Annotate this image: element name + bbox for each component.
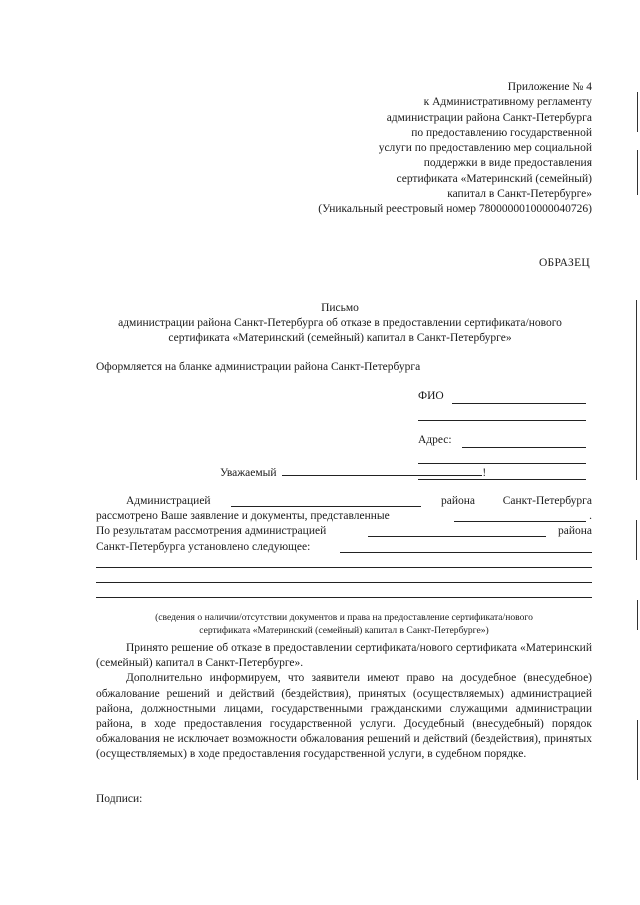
scan-edge-mark <box>637 600 638 630</box>
scan-edge-mark <box>637 92 638 132</box>
fio-label: ФИО <box>418 390 444 402</box>
annex-line: к Административному регламенту <box>423 96 592 109</box>
letter-title-block <box>90 301 590 346</box>
scan-edge-mark <box>637 150 638 195</box>
body-row <box>96 494 592 509</box>
body-text: района <box>557 525 592 538</box>
body-row <box>96 524 592 539</box>
annex-line: Приложение № 4 <box>507 81 592 93</box>
annex-header <box>318 80 592 218</box>
body-text: рассмотрено Ваше заявление и документы, представленные <box>96 510 390 523</box>
greeting-end: ! <box>482 467 487 479</box>
scan-edge-mark <box>636 520 637 560</box>
findings-caption <box>96 611 592 637</box>
findings-field-line[interactable] <box>96 582 592 583</box>
greeting-name-field[interactable] <box>282 464 482 476</box>
body-row <box>96 555 592 570</box>
body-row <box>96 509 592 524</box>
annex-line: (Уникальный реестровый номер 7800000010000040726) <box>318 203 592 216</box>
annex-line: поддержки в виде предоставления <box>423 157 592 170</box>
fio-field-line[interactable] <box>418 420 586 421</box>
greeting-label: Уважаемый <box>220 467 277 479</box>
address-label: Адрес: <box>418 434 452 446</box>
caption-line: сертификата «Материнский (семейный) капитал в Санкт-Петербурге») <box>199 625 489 636</box>
submission-date-field[interactable] <box>454 521 586 522</box>
letter-subtitle: администрации района Санкт-Петербурга об отказе в предоставлении сертификата/нового <box>118 317 562 329</box>
body-text: района <box>441 495 476 507</box>
letter-subtitle: сертификата «Материнский (семейный) капитал в Санкт-Петербурге» <box>168 332 512 344</box>
caption-line: (сведения о наличии/отсутствии документов и права на предоставление сертификата/нового <box>155 612 533 623</box>
info-paragraph: Дополнительно информируем, что заявители имеют право на досудебное (внесудебное) обжалование решений и действий (бездействия), принятых (осуществляемых) администрацией района, должностными лицами, государственными гражданскими служащими администрации района, в ходе предоставления государственной услуги. Досудебный (внесудебный) порядок обжалования не исключает возможности обжалования решений и действий (бездействия), принятых (осуществляемых) в ходе предоставления государственной услуги, в судебном порядке. <box>96 672 592 761</box>
blank-note: Оформляется на бланке администрации района Санкт-Петербурга <box>96 361 421 373</box>
decision-paragraph: Принято решение об отказе в предоставлении сертификата/нового сертификата «Материнский (семейный) капитал в Санкт-Петербурге». <box>96 642 592 670</box>
body-row <box>96 570 592 585</box>
findings-field-line[interactable] <box>96 567 592 568</box>
address-field-line[interactable] <box>418 479 586 480</box>
greeting <box>220 464 486 479</box>
body-text: Санкт-Петербурга установлено следующее: <box>96 540 311 553</box>
address-field[interactable] <box>462 447 586 448</box>
body-text: По результатам рассмотрения администрацией <box>96 525 327 538</box>
body-row <box>96 540 592 555</box>
decision-section <box>96 641 592 763</box>
body-row <box>96 585 592 600</box>
annex-line: услуги по предоставлению мер социальной <box>378 142 592 155</box>
body-text: Санкт-Петербурга <box>502 495 592 507</box>
administration-name-field[interactable] <box>231 506 421 507</box>
scan-edge-mark <box>637 720 638 780</box>
administration-name-field[interactable] <box>368 536 546 537</box>
annex-line: сертификата «Материнский (семейный) <box>396 172 592 185</box>
fio-field[interactable] <box>452 403 586 404</box>
body-text: . <box>589 510 592 523</box>
body-text: Администрацией <box>126 495 211 507</box>
findings-field-line[interactable] <box>96 597 592 598</box>
sample-label: ОБРАЗЕЦ <box>538 257 590 269</box>
signatures-label: Подписи: <box>96 793 143 805</box>
findings-field[interactable] <box>340 552 592 553</box>
scan-edge-mark <box>636 300 637 480</box>
annex-line: администрации района Санкт-Петербурга <box>386 111 592 124</box>
annex-line: капитал в Санкт-Петербурге» <box>447 188 592 201</box>
letter-title: Письмо <box>321 302 359 314</box>
annex-line: по предоставлению государственной <box>411 126 592 139</box>
letter-body <box>96 494 592 600</box>
